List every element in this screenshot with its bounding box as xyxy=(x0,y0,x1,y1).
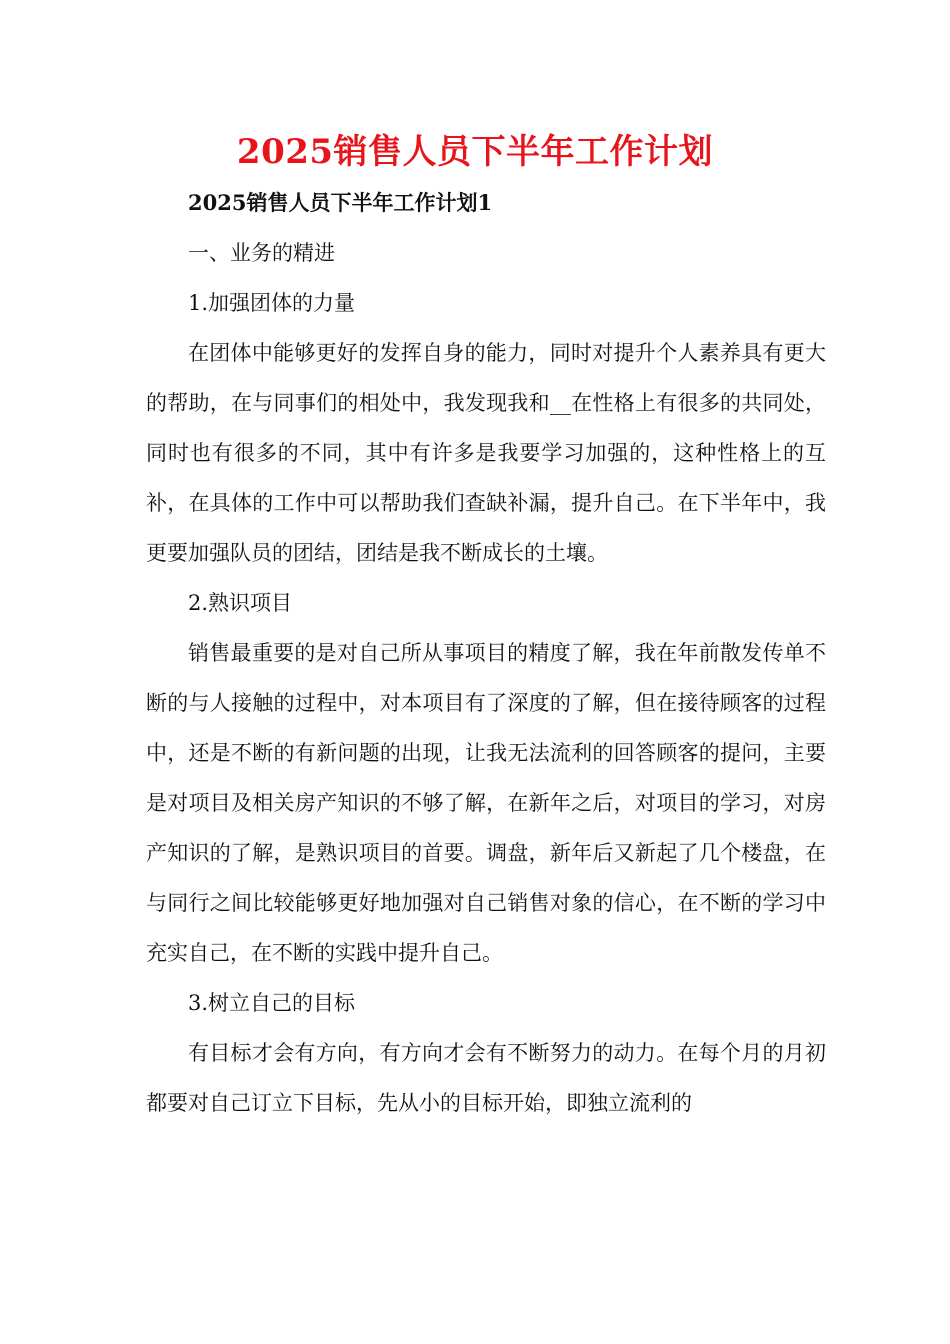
item-heading-3: 3.树立自己的目标 xyxy=(188,991,356,1015)
item-paragraph-2: 销售最重要的是对自己所从事项目的精度了解，我在年前散发传单不断的与人接触的过程中，对本项目有了深度的了解，但在接待顾客的过程中，还是不断的有新问题的出现，让我无法流利的回答顾客的提问，主要是对项目及相关房产知识的不够了解，在新年之后，对项目的学习，对房产知识的了解，是熟识项目的首要。调盘，新年后又新起了几个楼盘，在与同行之间比较能够更好地加强对自己销售对象的信心，在不断的学习中充实自己，在不断的实践中提升自己。 xyxy=(146,641,826,965)
document-body xyxy=(146,178,826,1128)
item-heading-2: 2.熟识项目 xyxy=(188,591,293,615)
document-subtitle: 2025销售人员下半年工作计划1 xyxy=(188,190,493,215)
document-title: 2025销售人员下半年工作计划 xyxy=(236,132,714,172)
item-paragraph-3: 有目标才会有方向，有方向才会有不断努力的动力。在每个月的月初都要对自己订立下目标，先从小的目标开始，即独立流利的 xyxy=(146,1041,826,1115)
section-heading-1: 一、业务的精进 xyxy=(188,241,335,265)
item-paragraph-1: 在团体中能够更好的发挥自身的能力，同时对提升个人素养具有更大的帮助，在与同事们的相处中，我发现我和__在性格上有很多的共同处，同时也有很多的不同，其中有许多是我要学习加强的，这种性格上的互补，在具体的工作中可以帮助我们查缺补漏，提升自己。在下半年中，我更要加强队员的团结，团结是我不断成长的土壤。 xyxy=(146,341,826,565)
item-heading-1: 1.加强团体的力量 xyxy=(188,291,356,315)
